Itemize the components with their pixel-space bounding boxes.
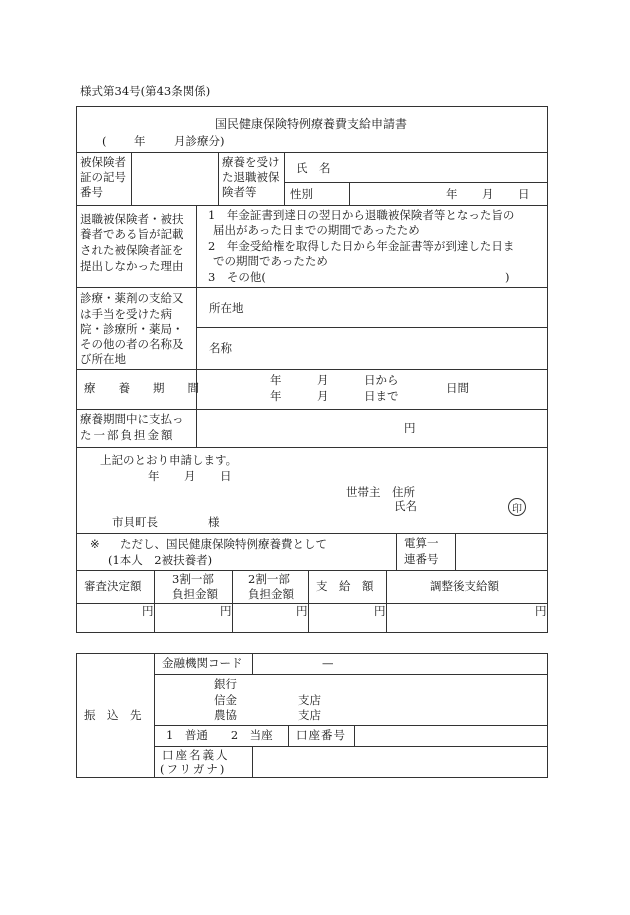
facility-name-field[interactable]	[240, 329, 546, 368]
review-amount-unit: 円	[142, 604, 154, 618]
form-number: 様式第34号(第43条関係)	[80, 84, 211, 98]
period-label: 療 養 期 間	[84, 381, 199, 395]
householder-address-label: 世帯主 住所	[346, 485, 415, 499]
addressee: 市貝町長	[112, 515, 158, 529]
copay-amount-field[interactable]	[197, 410, 547, 446]
name-label: 氏 名	[296, 161, 331, 175]
payment-unit: 円	[374, 604, 386, 618]
reason-option-2[interactable]: 2 年金受給権を取得した日から年金証書等が到達した日ま	[208, 239, 515, 253]
bank-code-field[interactable]	[253, 654, 547, 674]
form-page: 様式第34号(第43条関係) 国民健康保険特例療養費支給申請書 ( 年 月診療分) 被保険者 証の記号 番号 療養を受け た退職被保 険者等 氏 名 性別 年 月 日 退職被保険者・被扶 養者である旨が記載 された被保険者証を 提出しなかった理由 1 年金証書到達日の翌日から退職被保険者等となった旨の 届出があった日までの期間であったため 2 年金受給権を取得した日から年金証書等が到達した日ま での期間であったため 3 その他( ) 診療・薬剤の支給又 は手当を受けた病 院・診療所・薬局・ その他の者の名称及 び所在地 所在地 名称 療 養 期 間 年 月 日から 年 月 日まで 日間 療養期間中に支払っ た一部負担金額 円 上記のとおり申請します。 年 月 日 世帯主 住所 氏名 印 市貝町長 様 ※ ただし、国民健康保険特例療養費として (1本人 2被扶養者) 電算一 連番号 審査決定額 3割一部 負担金額 2割一部 負担金額 支 給 額 調整後支給額 円 円 円 円 円 振 込 先 金融機関コード — 銀行 信金 農協 支店 支店 1 普通 2 当座 口座番号 口座名義人 (フリガナ)	[0, 0, 630, 915]
account-holder-field[interactable]	[253, 747, 547, 777]
payment-header: 支 給 額	[316, 579, 374, 593]
account-number-field[interactable]	[355, 726, 547, 746]
bank-code-dash: —	[322, 656, 334, 670]
calc-number-field[interactable]	[456, 534, 547, 570]
reason-option-3[interactable]: 3 その他(	[208, 270, 266, 284]
form-title: 国民健康保険特例療養費支給申請書	[215, 117, 408, 131]
facility-address-field[interactable]	[250, 289, 546, 326]
name-field[interactable]	[345, 153, 547, 182]
adjusted-payment-unit: 円	[535, 604, 547, 618]
adjusted-payment-field[interactable]	[387, 604, 547, 632]
reason-other-field[interactable]	[275, 269, 503, 285]
copay-unit: 円	[404, 421, 416, 435]
account-type-options[interactable]: 1 普通 2 当座	[166, 728, 273, 742]
adjusted-payment-header: 調整後支給額	[430, 579, 499, 593]
copay-20-unit: 円	[296, 604, 308, 618]
copay-30-unit: 円	[220, 604, 232, 618]
bank-code-label: 金融機関コード	[162, 656, 243, 670]
facility-address-label: 所在地	[209, 301, 244, 315]
application-statement: 上記のとおり申請します。	[100, 453, 238, 467]
gender-label: 性別	[290, 187, 313, 201]
reason-option-1[interactable]: 1 年金証書到達日の翌日から退職被保険者等となった旨の	[208, 208, 515, 222]
review-amount-header: 審査決定額	[84, 579, 142, 593]
householder-name-label: 氏名	[394, 499, 417, 513]
facility-name-label: 名称	[209, 341, 232, 355]
seal-icon: 印	[508, 498, 526, 516]
insured-id-field[interactable]	[132, 153, 218, 205]
account-number-label: 口座番号	[296, 728, 346, 742]
transfer-destination-label: 振 込 先	[84, 708, 142, 722]
